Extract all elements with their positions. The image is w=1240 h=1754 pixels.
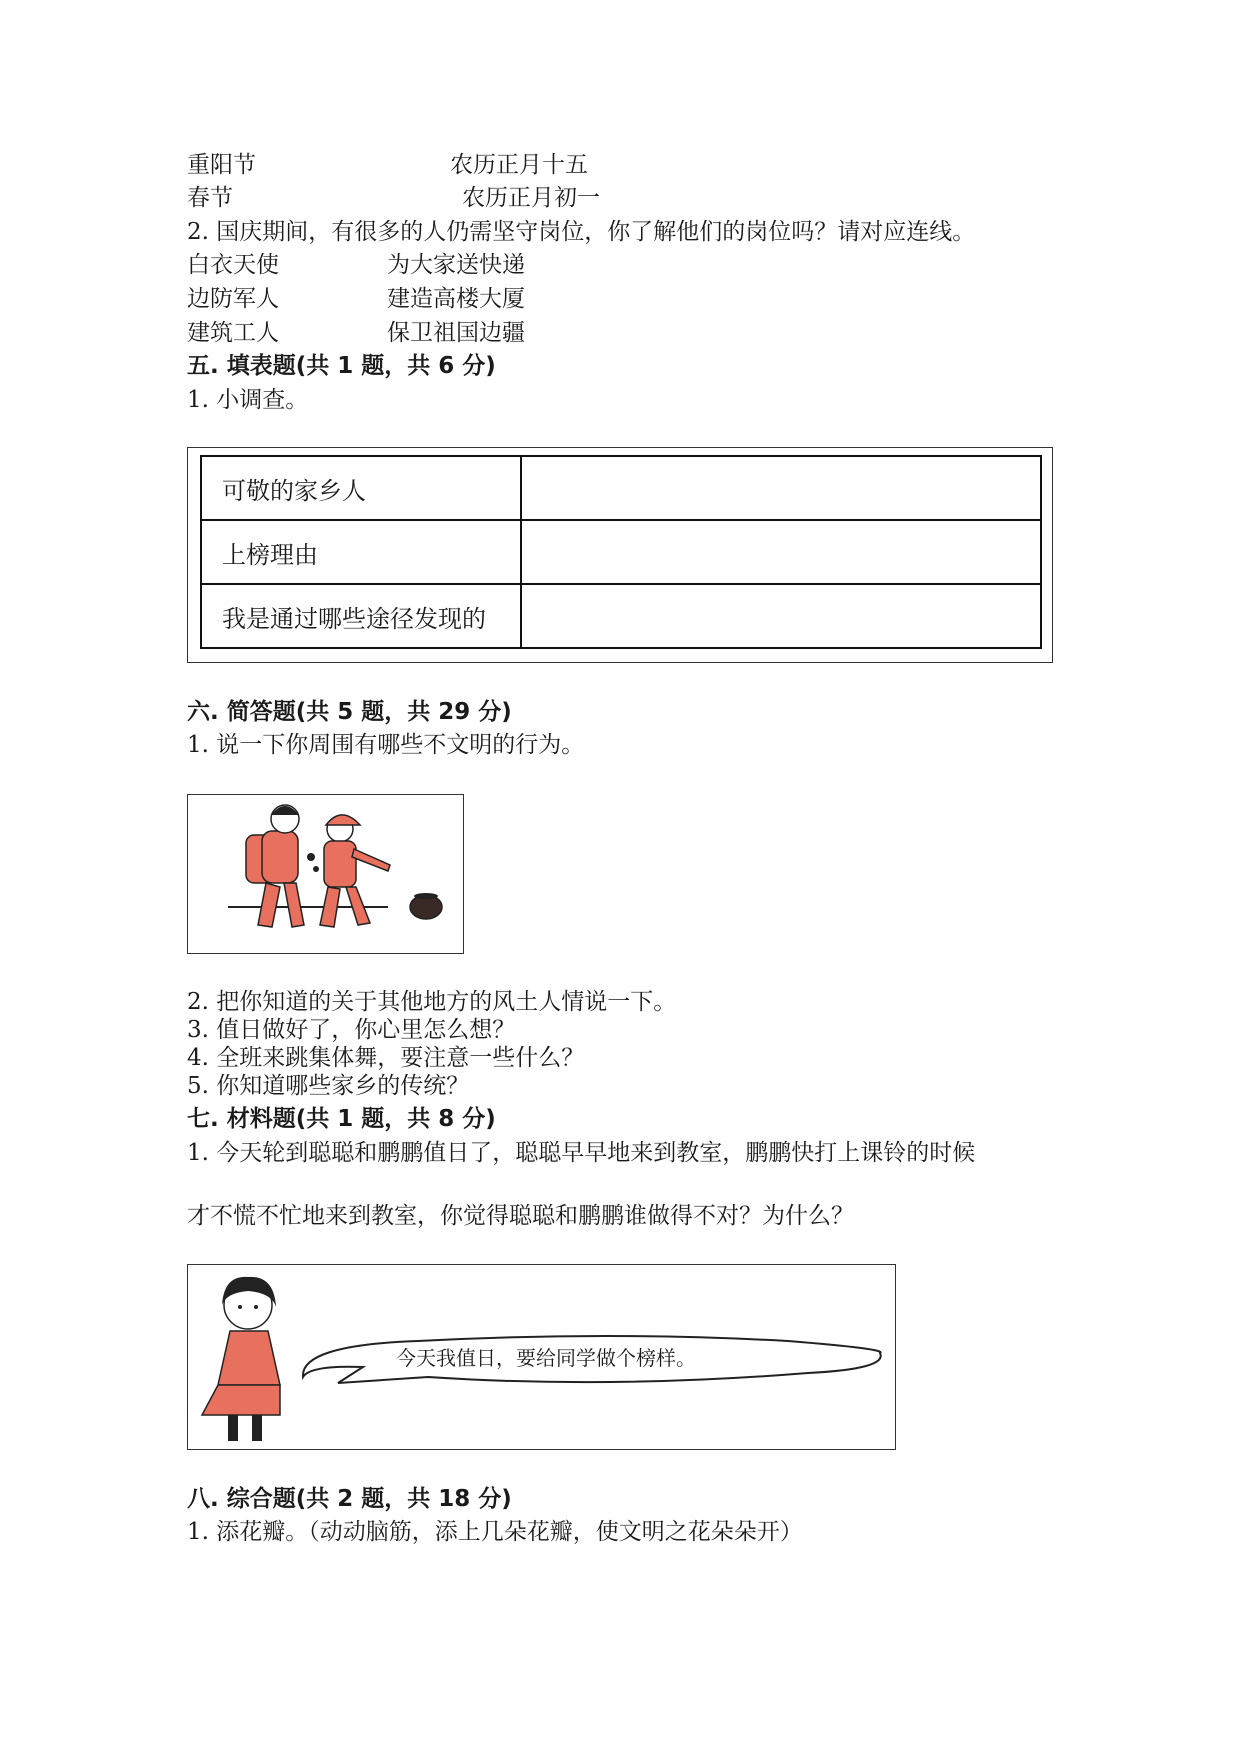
festival-right-1: 农历正月十五 — [450, 152, 588, 178]
table-row-label: 上榜理由 — [201, 520, 521, 584]
section6-q5: 5. 你知道哪些家乡的传统？ — [187, 1073, 470, 1099]
section7-q1-line1: 1. 今天轮到聪聪和鹏鹏值日了，聪聪早早地来到教室，鹏鹏快打上课铃的时候 — [187, 1140, 976, 1166]
table-row-label: 我是通过哪些途径发现的 — [201, 584, 521, 648]
job-left-3: 建筑工人 — [187, 320, 279, 346]
section6-q3: 3. 值日做好了，你心里怎么想？ — [187, 1017, 516, 1043]
festival-left-2: 春节 — [187, 185, 233, 211]
section8-heading: 八. 综合题(共 2 题，共 18 分) — [187, 1486, 512, 1512]
two-boys-spitting-illustration — [188, 795, 463, 953]
table-row — [201, 456, 1041, 520]
table-row — [201, 584, 1041, 648]
job-left-2: 边防军人 — [187, 286, 279, 312]
job-right-1: 为大家送快递 — [387, 252, 525, 278]
table-answer-cell[interactable] — [521, 456, 1041, 520]
job-right-2: 建造高楼大厦 — [387, 286, 525, 312]
section5-q1: 1. 小调查。 — [187, 387, 309, 413]
survey-table — [200, 455, 1042, 649]
festival-left-1: 重阳节 — [187, 152, 256, 178]
section6-q4: 4. 全班来跳集体舞，要注意一些什么？ — [187, 1045, 585, 1071]
section5-heading: 五. 填表题(共 1 题，共 6 分) — [187, 353, 496, 379]
uncivil-behavior-illustration — [187, 794, 464, 954]
section7-q1-line2: 才不慌不忙地来到教室，你觉得聪聪和鹏鹏谁做得不对？为什么？ — [187, 1203, 854, 1229]
section7-heading: 七. 材料题(共 1 题，共 8 分) — [187, 1106, 496, 1132]
section6-q1: 1. 说一下你周围有哪些不文明的行为。 — [187, 732, 585, 758]
table-answer-cell[interactable] — [521, 520, 1041, 584]
speech-bubble-text: 今天我值日，要给同学做个榜样。 — [396, 1346, 696, 1370]
material-illustration — [187, 1264, 896, 1450]
job-right-3: 保卫祖国边疆 — [387, 320, 525, 346]
section6-q2: 2. 把你知道的关于其他地方的风土人情说一下。 — [187, 989, 677, 1015]
job-left-1: 白衣天使 — [187, 252, 279, 278]
table-answer-cell[interactable] — [521, 584, 1041, 648]
festival-right-2: 农历正月初一 — [462, 185, 600, 211]
question-2: 2. 国庆期间，有很多的人仍需坚守岗位，你了解他们的岗位吗？请对应连线。 — [187, 219, 976, 245]
section8-q1: 1. 添花瓣。（动动脑筋，添上几朵花瓣，使文明之花朵朵开） — [187, 1519, 803, 1545]
section6-heading: 六. 简答题(共 5 题，共 29 分) — [187, 699, 512, 725]
table-row-label: 可敬的家乡人 — [201, 456, 521, 520]
table-row — [201, 520, 1041, 584]
